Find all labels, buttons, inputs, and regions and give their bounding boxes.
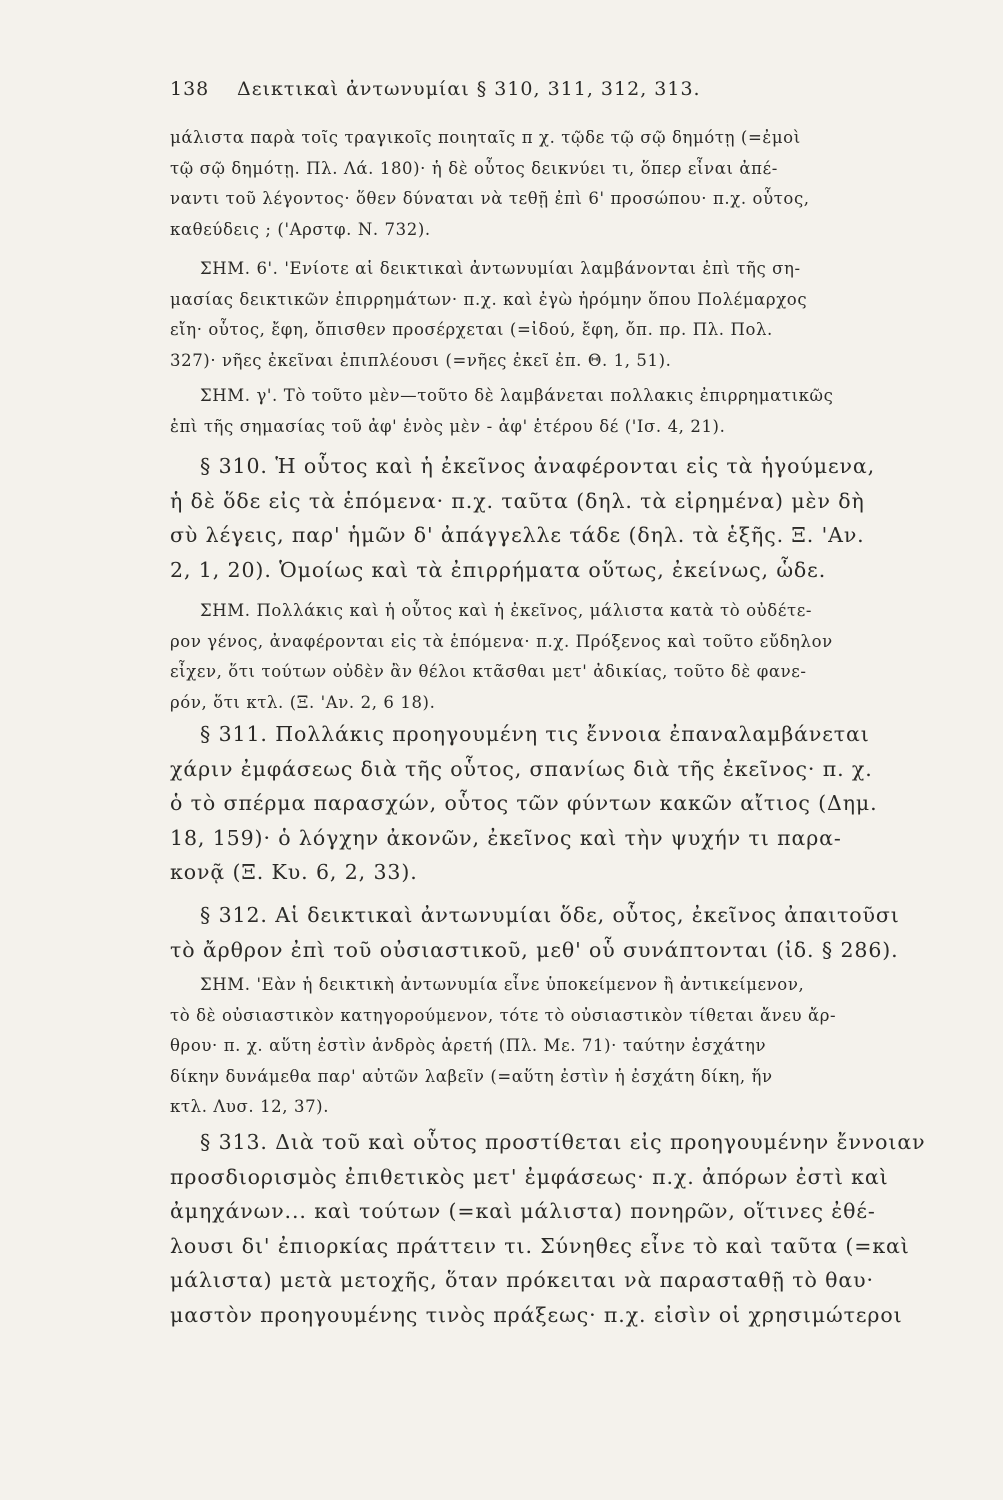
text-line: ἀμηχάνων... καὶ τούτων (=καὶ μάλιστα) πονηρῶν, οἵτινες ἐθέ- — [170, 1199, 876, 1223]
running-title: Δεικτικαὶ ἀντωνυμίαι § 310, 311, 312, 313. — [237, 78, 701, 100]
running-header — [170, 78, 790, 100]
note-310 — [170, 596, 930, 718]
text-line: ναντι τοῦ λέγοντος· ὅθεν δύναται νὰ τεθῇ ἐπὶ 6' προσώπου· π.χ. οὗτος, — [170, 189, 810, 208]
text-line: δίκην δυνάμεθα παρ' αὐτῶν λαβεῖν (=αὕτη ἐστὶν ἡ ἐσχάτη δίκη, ἥν — [170, 1066, 773, 1086]
text-line: χάριν ἐμφάσεως διὰ τῆς οὗτος, σπανίως διὰ τῆς ἐκεῖνος· π. χ. — [170, 756, 873, 781]
text-line: ρόν, ὅτι κτλ. (Ξ. 'Αν. 2, 6 18). — [170, 692, 436, 712]
text-line: θρου· π. χ. αὕτη ἐστὶν ἀνδρὸς ἀρετή (Πλ. Με. 71)· ταύτην ἐσχάτην — [170, 1036, 767, 1055]
text-line: ρον γένος, ἀναφέρονται εἰς τὰ ἑπόμενα· π.χ. Πρόξενος καὶ τοῦτο εὔδηλον — [170, 631, 833, 651]
section-310 — [170, 449, 930, 587]
text-line: καθεύδεις ; ('Αρστφ. Ν. 732). — [170, 219, 431, 239]
text-line: μάλιστα) μετὰ μετοχῆς, ὅταν πρόκειται νὰ παρασταθῇ τὸ θαυ· — [170, 1268, 874, 1292]
text-line: ΣΗΜ. 'Εὰν ἡ δεικτικὴ ἀντωνυμία εἶνε ὑποκείμενον ἢ ἀντικείμενον, — [200, 975, 805, 994]
section-312 — [170, 898, 930, 967]
text-line: ΣΗΜ. 6'. 'Ενίοτε αἱ δεικτικαὶ ἀντωνυμίαι λαμβάνονται ἐπὶ τῆς ση- — [200, 259, 801, 278]
text-line: εἶχεν, ὅτι τούτων οὐδὲν ἂν θέλοι κτᾶσθαι μετ' ἀδικίας, τοῦτο δὲ φανε- — [170, 662, 807, 681]
text-line: 2, 1, 20). Ὁμοίως καὶ τὰ ἐπιρρήματα οὕτως, ἐκείνως, ὧδε. — [170, 557, 827, 582]
text-line: εἴη· οὗτος, ἔφη, ὄπισθεν προσέρχεται (=ἰδού, ἔφη, ὄπ. πρ. Πλ. Πολ. — [170, 320, 773, 339]
text-line: σὺ λέγεις, παρ' ἡμῶν δ' ἀπάγγελλε τάδε (δηλ. τὰ ἑξῆς. Ξ. 'Αν. — [170, 523, 865, 547]
text-line: ἐπὶ τῆς σημασίας τοῦ ἀφ' ἑνὸς μὲν - ἀφ' ἑτέρου δέ ('Ισ. 4, 21). — [170, 416, 726, 436]
text-line: ἡ δὲ ὅδε εἰς τὰ ἑπόμενα· π.χ. ταῦτα (δηλ. τὰ εἰρημένα) μὲν δὴ — [170, 488, 865, 513]
text-line: τὸ δὲ οὐσιαστικὸν κατηγορούμενον, τότε τὸ οὐσιαστικὸν τίθεται ἄνευ ἄρ- — [170, 1005, 837, 1025]
text-line: μασίας δεικτικῶν ἐπιρρημάτων· π.χ. καὶ ἐγὼ ἠρόμην ὅπου Πολέμαρχος — [170, 289, 808, 309]
text-line: § 311. Πολλάκις προηγουμένη τις ἔννοια ἐπαναλαμβάνεται — [200, 722, 870, 746]
text-line: ΣΗΜ. γ'. Τὸ τοῦτο μὲν—τοῦτο δὲ λαμβάνεται πολλακις ἐπιρρηματικῶς — [200, 386, 834, 405]
section-311 — [170, 717, 930, 890]
text-line: ὁ τὸ σπέρμα παρασχών, οὗτος τῶν φύντων κακῶν αἴτιος (Δημ. — [170, 791, 878, 815]
text-line: κτλ. Λυσ. 12, 37). — [170, 1097, 330, 1116]
paragraph-intro — [170, 123, 930, 245]
text-line: προσδιορισμὸς ἐπιθετικὸς μετ' ἐμφάσεως· π.χ. ἀπόρων ἐστὶ καὶ — [170, 1164, 889, 1189]
text-line: § 312. Αἱ δεικτικαὶ ἀντωνυμίαι ὅδε, οὗτος, ἐκεῖνος ἀπαιτοῦσι — [200, 903, 900, 927]
text-line: § 313. Διὰ τοῦ καὶ οὗτος προστίθεται εἰς προηγουμένην ἔννοιαν — [200, 1130, 926, 1154]
text-line: κονᾷ (Ξ. Κυ. 6, 2, 33). — [170, 860, 418, 884]
text-line: μαστὸν προηγουμένης τινὸς πράξεως· π.χ. εἰσὶν οἱ χρησιμώτεροι — [170, 1302, 903, 1327]
text-line: τὸ ἄρθρον ἐπὶ τοῦ οὐσιαστικοῦ, μεθ' οὗ συνάπτονται (ἰδ. § 286). — [170, 937, 899, 962]
text-line: § 310. Ἡ οὗτος καὶ ἡ ἐκεῖνος ἀναφέρονται εἰς τὰ ἡγούμενα, — [200, 454, 876, 478]
note-312 — [170, 970, 930, 1123]
section-313 — [170, 1125, 930, 1332]
page-number: 138 — [170, 78, 210, 100]
text-line: τῷ σῷ δημότῃ. Πλ. Λά. 180)· ἡ δὲ οὗτος δεικνύει τι, ὅπερ εἶναι ἀπέ- — [170, 158, 778, 178]
note-c — [170, 381, 930, 442]
text-line: λουσι δι' ἐπιορκίας πράττειν τι. Σύνηθες εἶνε τὸ καὶ ταῦτα (=καὶ — [170, 1233, 910, 1258]
text-line: ΣΗΜ. Πολλάκις καὶ ἡ οὗτος καὶ ἡ ἐκεῖνος, μάλιστα κατὰ τὸ οὐδέτε- — [200, 601, 813, 620]
text-line: 18, 159)· ὁ λόγχην ἀκονῶν, ἐκεῖνος καὶ τὴν ψυχήν τι παρα- — [170, 825, 842, 850]
note-b — [170, 254, 930, 376]
text-line: 327)· νῆες ἐκεῖναι ἐπιπλέουσι (=νῆες ἐκεῖ ἐπ. Θ. 1, 51). — [170, 350, 672, 370]
text-line: μάλιστα παρὰ τοῖς τραγικοῖς ποιηταῖς π χ. τῷδε τῷ σῷ δημότῃ (=ἐμοὶ — [170, 128, 801, 147]
